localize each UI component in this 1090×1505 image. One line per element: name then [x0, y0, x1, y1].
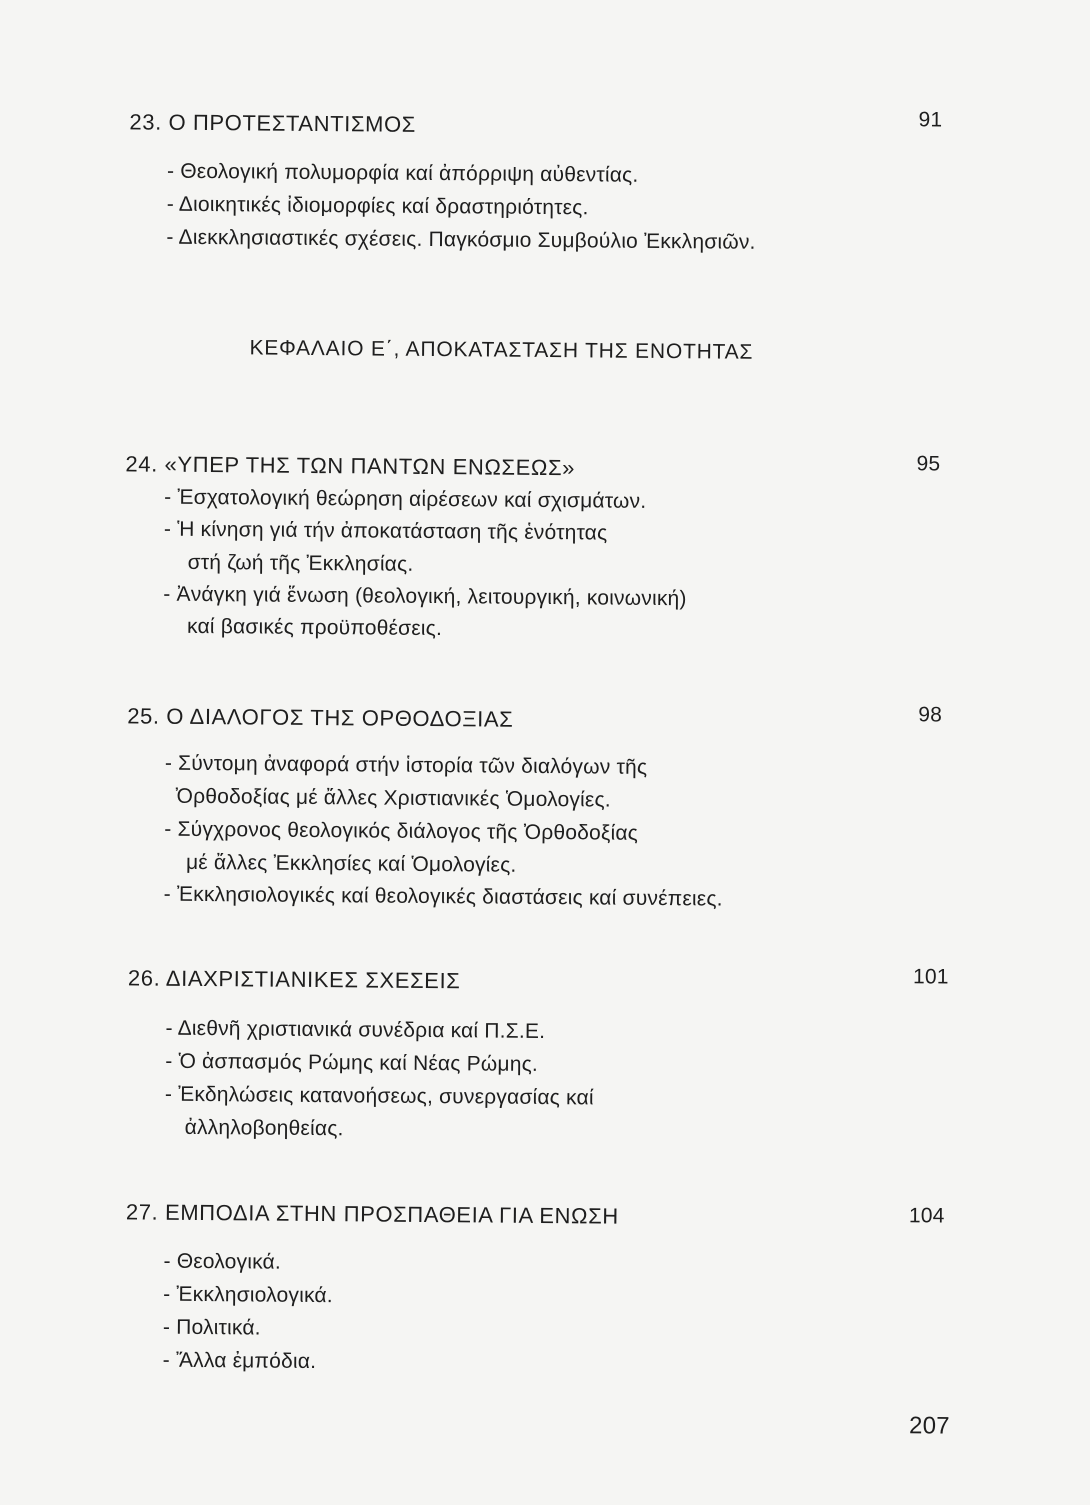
section-heading: 23. Ο ΠΡΟΤΕΣΤΑΝΤΙΣΜΟΣ	[129, 109, 417, 137]
section-page-number: 95	[916, 452, 941, 476]
section-item: Ὀρθοδοξίας μέ ἄλλες Χριστιανικές Ὁμολογίες.	[175, 784, 611, 812]
section-item: - Διοικητικές ἰδιομορφίες καί δραστηριότητες.	[166, 192, 589, 220]
section-item: - Ἐσχατολογική θεώρηση αἱρέσεων καί σχισμάτων.	[164, 485, 647, 513]
section-item: - Θεολογικά.	[163, 1249, 282, 1274]
section-page-number: 101	[912, 965, 949, 989]
section-item: - Διεθνῆ χριστιανικά συνέδρια καί Π.Σ.Ε.	[165, 1016, 546, 1044]
section-item: - Ἡ κίνηση γιά τήν ἀποκατάσταση τῆς ἑνότητας	[163, 517, 608, 545]
section-page-number: 104	[908, 1204, 945, 1228]
section-item: - Ἐκκλησιολογικές καί θεολογικές διαστάσεις καί συνέπειες.	[163, 882, 723, 911]
section-page-number: 91	[918, 108, 943, 132]
section-item: - Ἐκκλησιολογικά.	[163, 1282, 333, 1308]
section-item: - Ὁ ἀσπασμός Ρώμης καί Νέας Ρώμης.	[165, 1049, 539, 1076]
section-item: - Θεολογική πολυμορφία καί ἀπόρριψη αὐθεντίας.	[166, 159, 639, 187]
section-heading: 27. ΕΜΠΟΔΙΑ ΣΤΗΝ ΠΡΟΣΠΑΘΕΙΑ ΓΙΑ ΕΝΩΣΗ	[125, 1199, 619, 1229]
section-item: καί βασικές προϋποθέσεις.	[186, 614, 443, 641]
section-item: - Σύγχρονος θεολογικός διάλογος τῆς Ὀρθοδοξίας	[164, 817, 639, 845]
section-item: μέ ἄλλες Ἐκκλησίες καί Ὁμολογίες.	[185, 850, 517, 877]
section-item: - Ἐκδηλώσεις κατανοήσεως, συνεργασίας καί	[164, 1082, 594, 1110]
section-item: στή ζωή τῆς Ἐκκλησίας.	[187, 550, 414, 576]
section-item: - Πολιτικά.	[162, 1315, 261, 1340]
folio-page-number: 207	[908, 1412, 950, 1440]
chapter-heading: ΚΕΦΑΛΑΙΟ Ε΄, ΑΠΟΚΑΤΑΣΤΑΣΗ ΤΗΣ ΕΝΟΤΗΤΑΣ	[249, 336, 754, 364]
section-heading: 24. «ΥΠΕΡ ΤΗΣ ΤΩΝ ΠΑΝΤΩΝ ΕΝΩΣΕΩΣ»	[125, 451, 576, 481]
section-page-number: 98	[918, 703, 943, 727]
section-item: - Σύντομη ἀναφορά στήν ἱστορία τῶν διαλόγων τῆς	[164, 751, 648, 779]
section-item: ἀλληλοβοηθείας.	[184, 1115, 344, 1141]
section-heading: 25. Ο ΔΙΑΛΟΓΟΣ ΤΗΣ ΟΡΘΟΔΟΞΙΑΣ	[127, 703, 514, 732]
section-heading: 26. ΔΙΑΧΡΙΣΤΙΑΝΙΚΕΣ ΣΧΕΣΕΙΣ	[127, 965, 461, 994]
section-item: - Ἀνάγκη γιά ἕνωση (θεολογική, λειτουργική, κοινωνική)	[163, 582, 687, 611]
section-item: - Διεκκλησιαστικές σχέσεις. Παγκόσμιο Συμβούλιο Ἐκκλησιῶν.	[166, 225, 756, 254]
section-item: - Ἄλλα ἐμπόδια.	[162, 1348, 317, 1374]
